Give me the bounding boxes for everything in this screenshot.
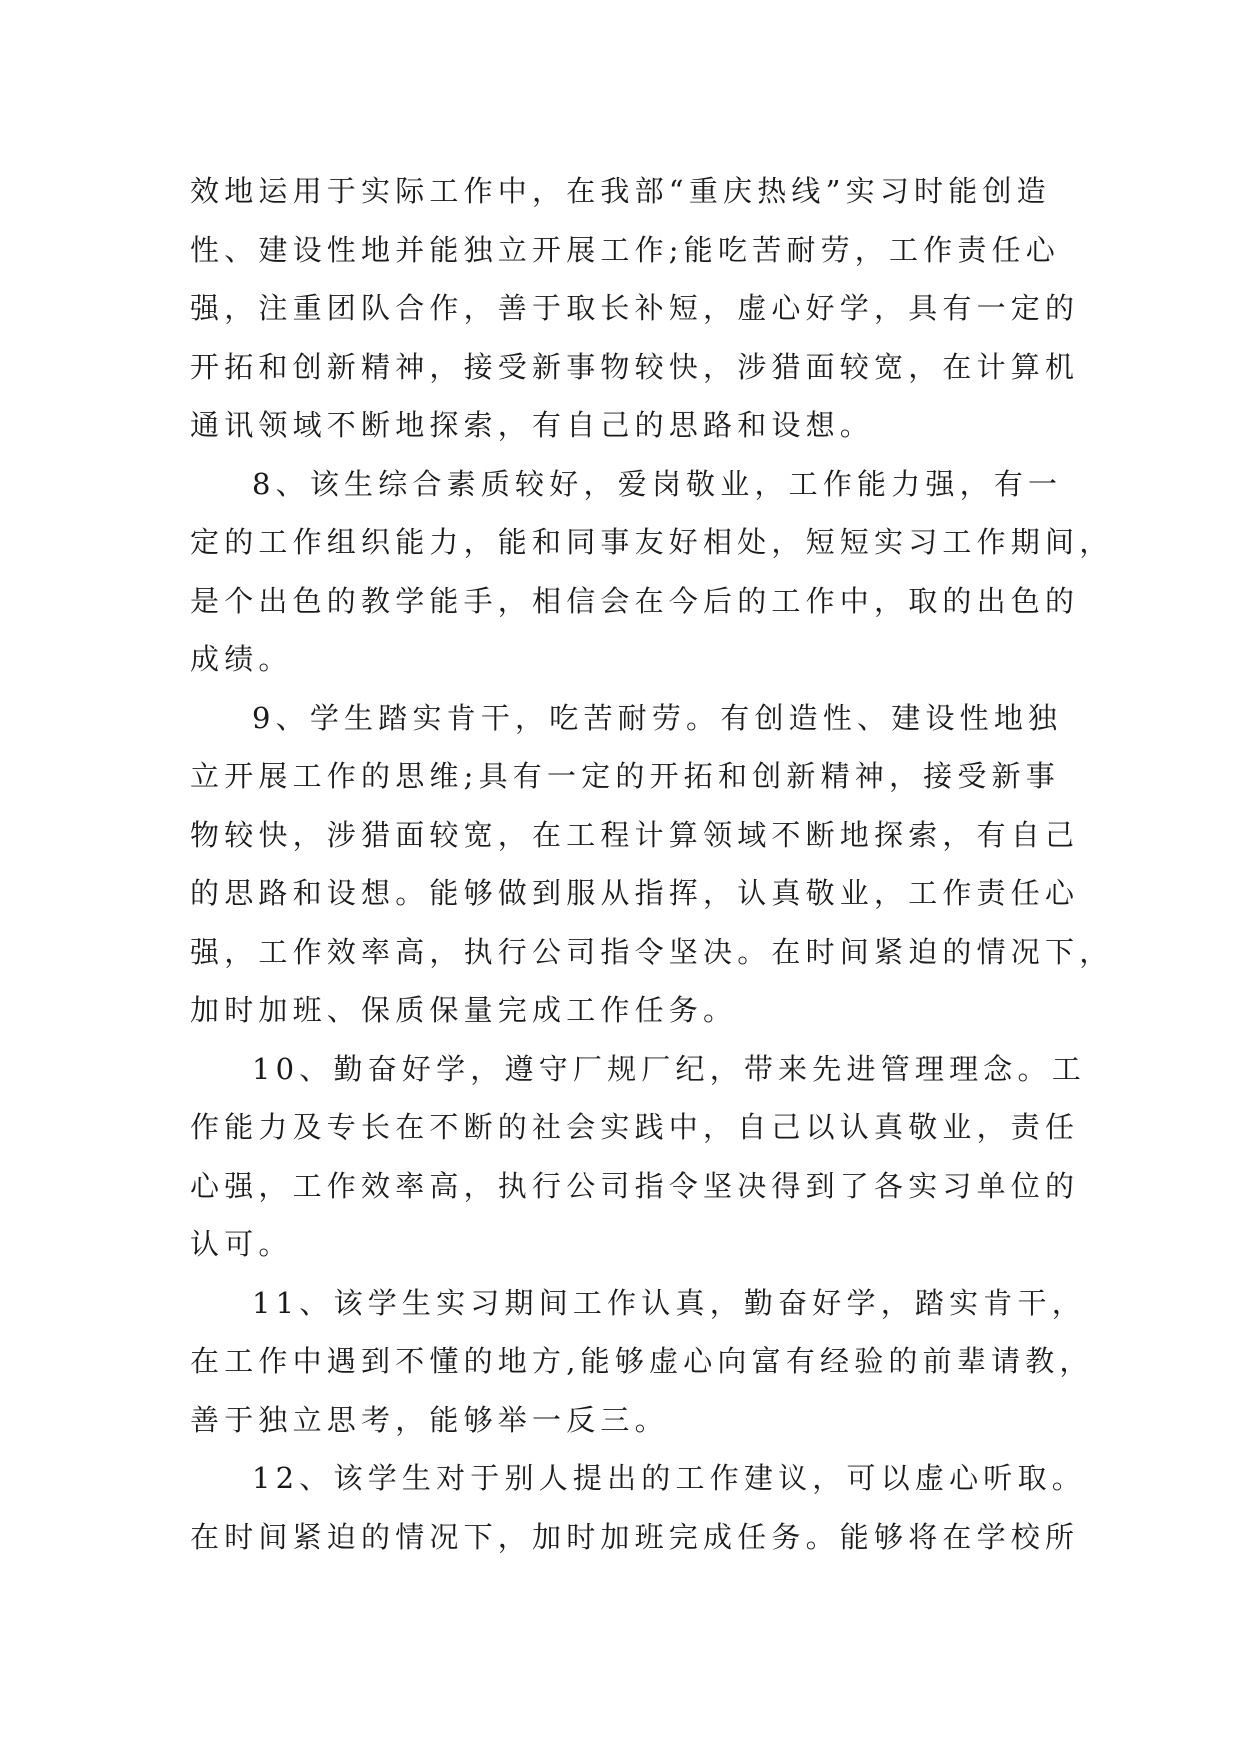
- document-body: [190, 162, 1114, 1566]
- text-line: 效地运用于实际工作中，在我部“重庆热线”实习时能创造: [190, 174, 1051, 208]
- text-line: 性、建设性地并能独立开展工作;能吃苦耐劳，工作责任心: [190, 232, 1060, 267]
- text-line: 在工作中遇到不懂的地方,能够虚心向富有经验的前辈请教，: [190, 1344, 1094, 1378]
- text-line: 在时间紧迫的情况下，加时加班完成任务。能够将在学校所: [190, 1519, 1080, 1554]
- text-line: 是个出色的教学能手，相信会在今后的工作中，取的出色的: [190, 583, 1080, 618]
- paragraph-start-line: 10、勤奋好学，遵守厂规厂纪，带来先进管理理念。工: [252, 1051, 1086, 1086]
- text-line: 的思路和设想。能够做到服从指挥，认真敬业，工作责任心: [190, 876, 1080, 910]
- paragraph-start-line: 8、该生综合素质较好，爱岗敬业，工作能力强，有一: [252, 466, 1063, 501]
- text-line: 开拓和创新精神，接受新事物较快，涉猎面较宽，在计算机: [190, 349, 1080, 384]
- text-line: 加时加班、保质保量完成工作任务。: [190, 993, 738, 1027]
- text-line: 成绩。: [190, 642, 293, 676]
- text-line: 善于独立思考，能够举一反三。: [190, 1402, 669, 1437]
- paragraph-start-line: 12、该学生对于别人提出的工作建议，可以虚心听取。: [252, 1461, 1086, 1495]
- text-line: 强，注重团队合作，善于取长补短，虚心好学，具有一定的: [190, 291, 1080, 325]
- text-line: 物较快，涉猎面较宽，在工程计算领域不断地探索，有自己: [190, 817, 1080, 852]
- text-line: 通讯领域不断地探索，有自己的思路和设想。: [190, 408, 875, 442]
- paragraph-start-line: 11、该学生实习期间工作认真，勤奋好学，踏实肯干，: [252, 1285, 1086, 1320]
- text-line: 立开展工作的思维;具有一定的开拓和创新精神，接受新事: [190, 759, 1060, 793]
- text-line: 强，工作效率高，执行公司指令坚决。在时间紧迫的情况下，: [190, 934, 1114, 969]
- text-line: 认可。: [190, 1227, 293, 1261]
- paragraph-start-line: 9、学生踏实肯干，吃苦耐劳。有创造性、建设性地独: [252, 700, 1063, 735]
- text-line: 心强，工作效率高，执行公司指令坚决得到了各实习单位的: [190, 1168, 1080, 1203]
- text-line: 定的工作组织能力，能和同事友好相处，短短实习工作期间，: [190, 525, 1114, 559]
- text-line: 作能力及专长在不断的社会实践中，自己以认真敬业，责任: [190, 1110, 1080, 1144]
